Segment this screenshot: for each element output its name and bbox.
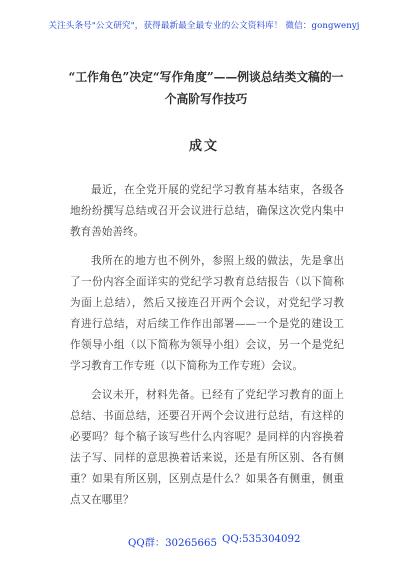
paragraph-line: 教育善始善终。	[70, 226, 145, 238]
paragraph-line: 为面上总结），然后又接连召开两个会议，对党纪学习教	[70, 297, 344, 309]
paragraph-line: 总结、书面总结，还要召开两个会议进行总结，有这样的	[70, 410, 344, 422]
paragraph-line: 会议未开，材料先备。已经有了党纪学习教育的面上	[91, 389, 344, 401]
paragraph-1	[70, 180, 344, 243]
header-promo-note: 关注头条号"公文研究"，获得最新最全最专业的公文资料库！ 微信：gongwenyj	[48, 21, 360, 31]
paragraph-line: 作领导小组（以下简称为领导小组）会议，另一个是党纪	[70, 339, 344, 351]
paragraph-line: 学习教育工作专班（以下简称为工作专班）会议。	[70, 360, 304, 372]
paragraph-line: 我所在的地方也不例外，参照上级的做法，先是拿出	[91, 255, 344, 267]
paragraph-line: 重？如果有所区别，区别点是什么？如果各有侧重，侧重	[70, 473, 344, 485]
title-line-2: 个高阶写作技巧	[164, 92, 248, 106]
document-title	[56, 66, 356, 110]
paragraph-2	[70, 251, 344, 377]
paragraph-line: 地纷纷撰写总结或召开会议进行总结，确保这次党内集中	[70, 205, 344, 217]
article-body	[70, 180, 344, 519]
paragraph-line: 最近，在全党开展的党纪学习教育基本结束，各级各	[91, 184, 344, 196]
paragraph-line: 点又在哪里？	[70, 494, 134, 506]
author-name: 成文	[188, 139, 219, 154]
paragraph-line: 必要吗？每个稿子该写些什么内容呢？是同样的内容换着	[70, 431, 344, 443]
paragraph-line: 育进行总结，对后续工作作出部署——一个是党的建设工	[70, 318, 344, 330]
paragraph-line: 法子写、同样的意思换着话来说，还是有所区别、各有侧	[70, 452, 344, 464]
qq-number: QQ:535304092	[222, 534, 301, 545]
title-line-1: “工作角色”决定“写作角度”——例谈总结类文稿的一	[68, 70, 344, 84]
qq-group-number: QQ群：30265665	[128, 538, 217, 549]
paragraph-3	[70, 385, 344, 511]
paragraph-line: 了一份内容全面详实的党纪学习教育总结报告（以下简称	[70, 276, 344, 288]
